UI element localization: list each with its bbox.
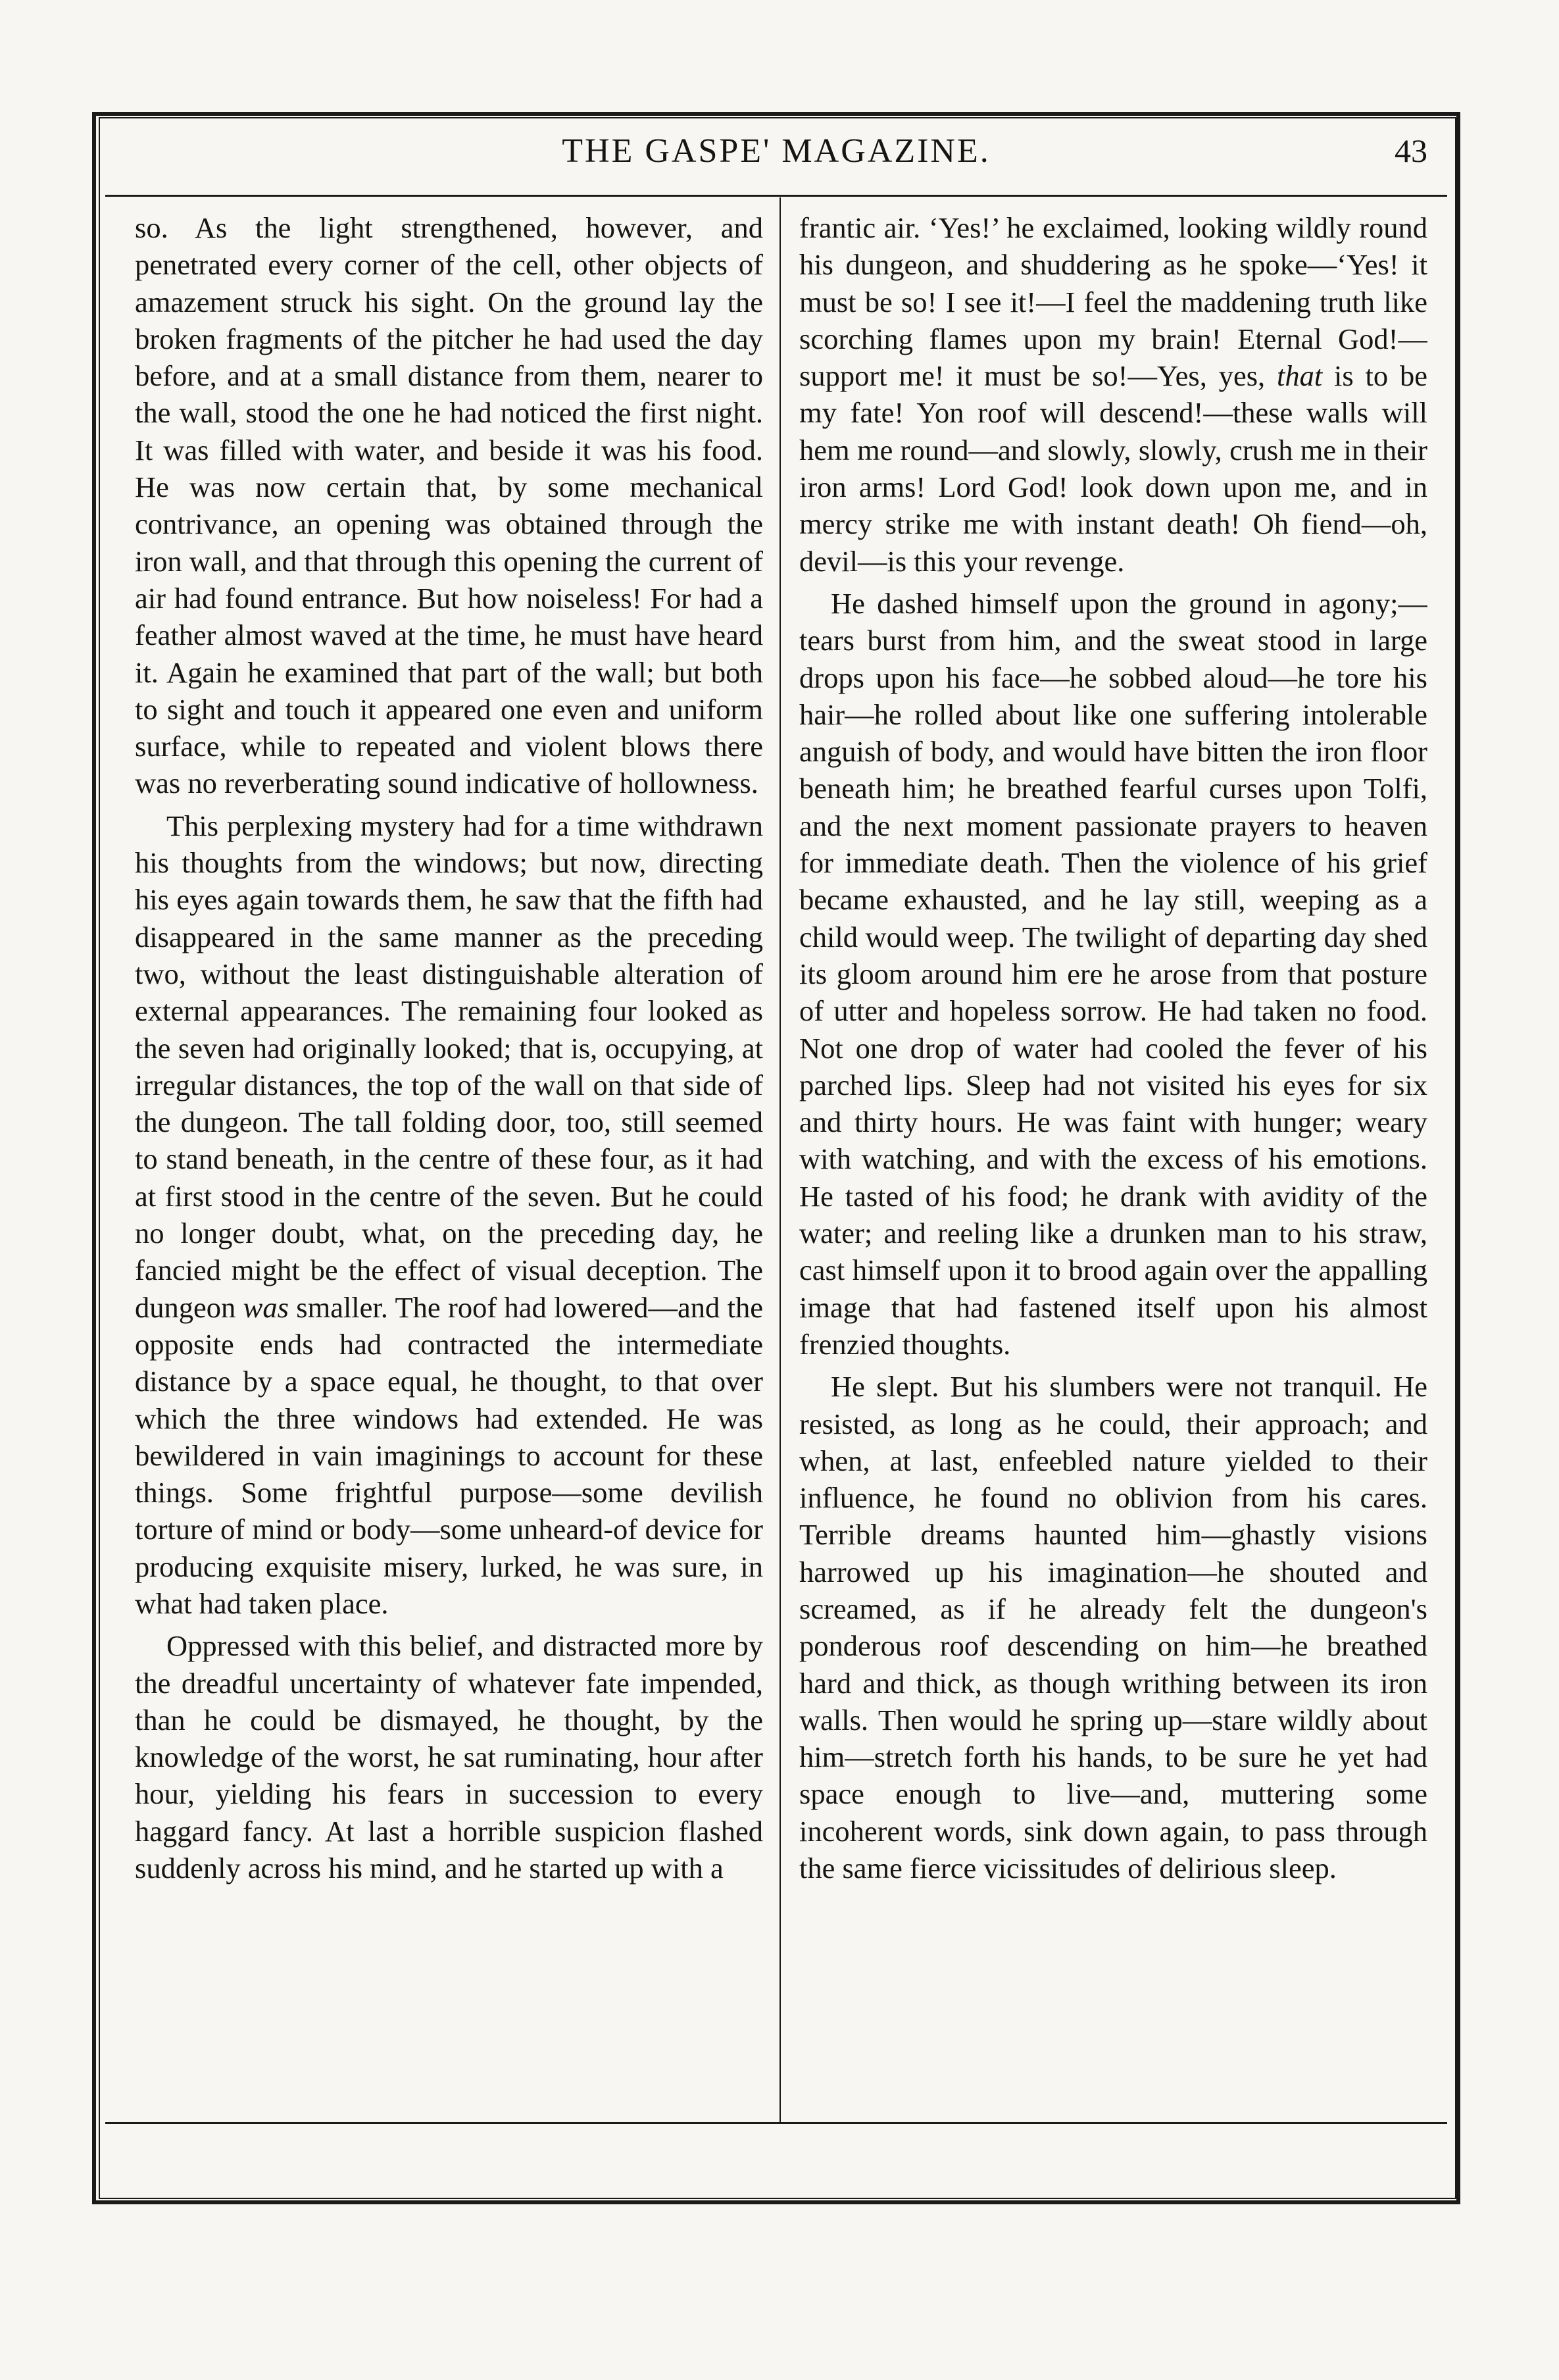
page-number: 43: [1395, 132, 1427, 169]
right-column: [799, 209, 1427, 2111]
emphasis-text: was: [243, 1290, 289, 1324]
emphasis-text: that: [1276, 359, 1323, 393]
paragraph: [135, 807, 763, 1623]
running-title: THE GASPE' MAGAZINE.: [562, 132, 991, 170]
paragraph-text: frantic air. ‘Yes!’ he exclaimed, looking wildly round his dungeon, and shuddering as he spoke—‘Yes! it must be so! I see it!—I feel the maddening truth like scorching flames upon my brain! Eternal God!—support me! it must be so!—Yes, yes,: [799, 211, 1427, 393]
paragraph: [799, 209, 1427, 580]
paragraph-text: is to be my fate! Yon roof will descend!—these walls will hem me round—and slowly, slowly, crush me in their iron arms! Lord God! look down upon me, and in mercy strike me with instant death! Oh fiend—oh, devil—is this your revenge.: [799, 359, 1427, 578]
paragraph: He slept. But his slumbers were not tranquil. He resisted, as long as he could, their approach; and when, at last, enfeebled nature yielded to their influence, he found no oblivion from his cares. Terrible dreams haunted him—ghastly visions harrowed up his imagination—he shouted and screamed, as if he already felt the dungeon's ponderous roof descending on him—he breathed hard and thick, as though writhing between its iron walls. Then would he spring up—stare wildly about him—stretch forth his hands, to be sure he yet had space enough to live—and, muttering some incoherent words, sink down again, to pass through the same fierce vicissitudes of delirious sleep.: [799, 1370, 1427, 1885]
page-header: [105, 122, 1447, 197]
paragraph: Oppressed with this belief, and distracted more by the dreadful uncertainty of whatever fate impended, than he could be dismayed, he thought, by the knowledge of the worst, he sat ruminating, hour after hour, yielding his fears in succession to every haggard fancy. At last a horrible suspicion flashed suddenly across his mind, and he started up with a: [135, 1629, 763, 1885]
paragraph: so. As the light strengthened, however, and penetrated every corner of the cell, other objects of amazement struck his sight. On the ground lay the broken fragments of the pitcher he had used the day before, and at a small distance from them, nearer to the wall, stood the one he had noticed the first night. It was filled with water, and beside it was his food. He was now certain that, by some mechanical contrivance, an opening was obtained through the iron wall, and that through this opening the current of air had found entrance. But how noiseless! For had a feather almost waved at the time, he must have heard it. Again he examined that part of the wall; but both to sight and touch it appeared one even and uniform surface, while to repeated and violent blows there was no reverberating sound indicative of hollowness.: [135, 211, 763, 800]
paragraph-text: smaller. The roof had lowered—and the opposite ends had contracted the intermediate distance by a space equal, he thought, to that over which the three windows had extended. He was bewildered in vain imaginings to account for these things. Some frightful purpose—some devilish torture of mind or body—some unheard-of device for producing exquisite misery, lurked, he was sure, in what had taken place.: [135, 1290, 763, 1620]
paragraph: He dashed himself upon the ground in agony;—tears burst from him, and the sweat stood in large drops upon his face—he sobbed aloud—he tore his hair—he rolled about like one suffering intolerable anguish of body, and would have bitten the iron floor beneath him; he breathed fearful curses upon Tolfi, and the next moment passionate prayers to heaven for immediate death. Then the violence of his grief became exhausted, and he lay still, weeping as a child would weep. The twilight of departing day shed its gloom around him ere he arose from that posture of utter and hopeless sorrow. He had taken no food. Not one drop of water had cooled the fever of his parched lips. Sleep had not visited his eyes for six and thirty hours. He was faint with hunger; weary with watching, and with the excess of his emotions. He tasted of his food; he drank with avidity of the water; and reeling like a drunken man to his straw, cast himself upon it to brood again over the appalling image that had fastened itself upon his almost frenzied thoughts.: [799, 586, 1427, 1361]
paragraph-text: This perplexing mystery had for a time withdrawn his thoughts from the windows; but now, directing his eyes again towards them, he saw that the fifth had disappeared in the same manner as the preceding two, without the least distinguishable alteration of external appearances. The remaining four looked as the seven had originally looked; that is, occupying, at irregular distances, the top of the wall on that side of the dungeon. The tall folding door, too, still seemed to stand beneath, in the centre of these four, as it had at first stood in the centre of the seven. But he could no longer doubt, what, on the preceding day, he fancied might be the effect of visual deception. The dungeon: [135, 809, 763, 1324]
bottom-rule: [105, 2122, 1447, 2124]
left-column: [135, 209, 763, 2111]
column-divider: [780, 197, 781, 2122]
